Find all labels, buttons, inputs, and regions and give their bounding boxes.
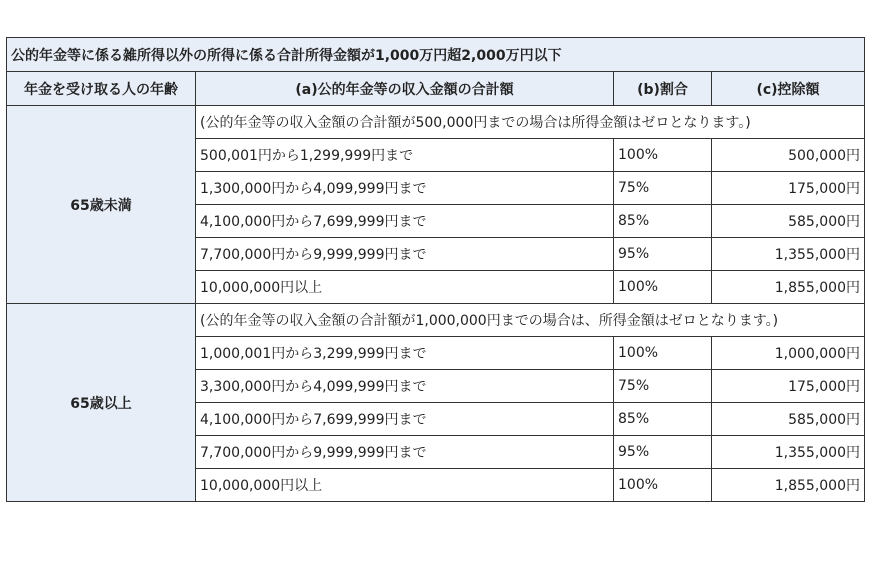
header-deduction: (c)控除額 (712, 72, 865, 106)
deduction-cell: 585,000円 (712, 403, 865, 436)
income-range-cell: 10,000,000円以上 (196, 271, 614, 304)
rate-cell: 100% (614, 139, 712, 172)
income-range-cell: 7,700,000円から9,999,999円まで (196, 238, 614, 271)
income-range-cell: 1,300,000円から4,099,999円まで (196, 172, 614, 205)
group-note: (公的年金等の収入金額の合計額が1,000,000円までの場合は、所得金額はゼロとなります。) (196, 304, 865, 337)
deduction-cell: 585,000円 (712, 205, 865, 238)
deduction-cell: 500,000円 (712, 139, 865, 172)
income-range-cell: 10,000,000円以上 (196, 469, 614, 502)
deduction-cell: 1,000,000円 (712, 337, 865, 370)
pension-deduction-table-container (6, 37, 864, 502)
income-range-cell: 4,100,000円から7,699,999円まで (196, 205, 614, 238)
rate-cell: 100% (614, 469, 712, 502)
rate-cell: 75% (614, 370, 712, 403)
income-range-cell: 7,700,000円から9,999,999円まで (196, 436, 614, 469)
deduction-cell: 1,855,000円 (712, 271, 865, 304)
group-note-row (7, 304, 865, 337)
age-group-label: 65歳未満 (7, 106, 196, 304)
table-header-row (7, 72, 865, 106)
age-group-label: 65歳以上 (7, 304, 196, 502)
group-note-row (7, 106, 865, 139)
income-range-cell: 3,300,000円から4,099,999円まで (196, 370, 614, 403)
deduction-cell: 1,855,000円 (712, 469, 865, 502)
deduction-cell: 175,000円 (712, 370, 865, 403)
rate-cell: 100% (614, 337, 712, 370)
rate-cell: 85% (614, 403, 712, 436)
header-rate: (b)割合 (614, 72, 712, 106)
rate-cell: 85% (614, 205, 712, 238)
table-caption-row (7, 38, 865, 72)
rate-cell: 95% (614, 436, 712, 469)
table-caption: 公的年金等に係る雑所得以外の所得に係る合計所得金額が1,000万円超2,000万円以下 (7, 38, 865, 72)
income-range-cell: 1,000,001円から3,299,999円まで (196, 337, 614, 370)
rate-cell: 75% (614, 172, 712, 205)
group-note: (公的年金等の収入金額の合計額が500,000円までの場合は所得金額はゼロとなります。) (196, 106, 865, 139)
rate-cell: 95% (614, 238, 712, 271)
deduction-cell: 175,000円 (712, 172, 865, 205)
deduction-cell: 1,355,000円 (712, 238, 865, 271)
pension-deduction-table (6, 37, 865, 502)
income-range-cell: 4,100,000円から7,699,999円まで (196, 403, 614, 436)
rate-cell: 100% (614, 271, 712, 304)
income-range-cell: 500,001円から1,299,999円まで (196, 139, 614, 172)
header-age: 年金を受け取る人の年齢 (7, 72, 196, 106)
header-income: (a)公的年金等の収入金額の合計額 (196, 72, 614, 106)
deduction-cell: 1,355,000円 (712, 436, 865, 469)
